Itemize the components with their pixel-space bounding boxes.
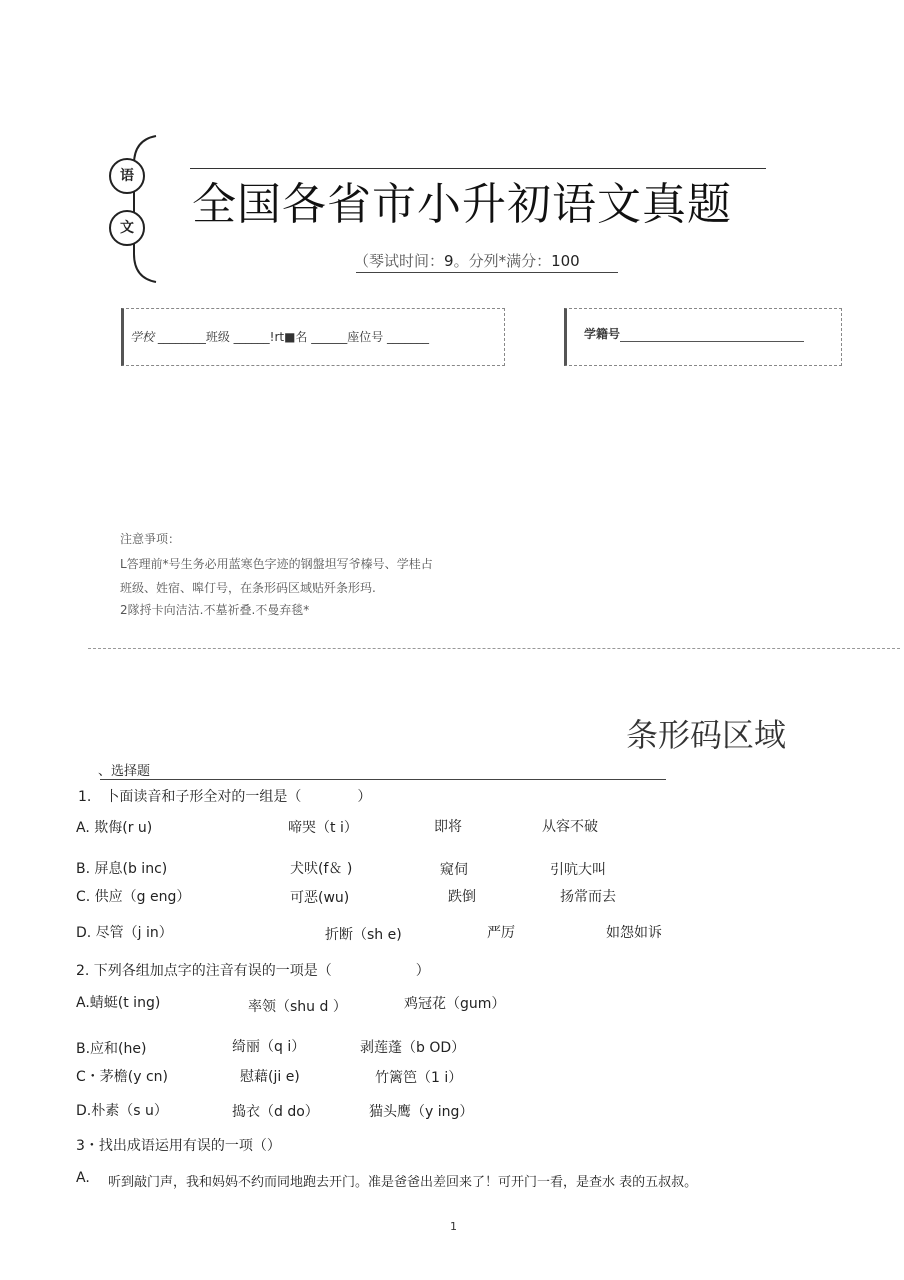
option: 绮丽（q i） xyxy=(232,1039,306,1055)
notice-line: 班级、姓宿、嗥仃号，在条形码区域贴歼条形玛. xyxy=(120,581,376,595)
option: C. 供应（g eng） xyxy=(76,889,191,905)
option: 从容不破 xyxy=(542,819,598,835)
option: B. 屏息(b inc) xyxy=(76,861,168,877)
seal-circle-wen: 文 xyxy=(109,210,145,246)
student-id-field: 学籍号 xyxy=(584,325,804,342)
option: 鸡冠花（gum） xyxy=(404,996,506,1012)
option: 捣衣（d do） xyxy=(232,1104,319,1120)
option: 可恶(wu) xyxy=(290,890,350,906)
option: 如怨如诉 xyxy=(606,925,662,941)
option-text: 听到敲门声，我和妈妈不约而同地跑去开门。准是爸爸出差回来了！可开门一看，是查水 表的五叔叔。 xyxy=(108,1175,698,1190)
option: 扬常而去 xyxy=(560,889,616,905)
question-stem: 2. 下列各组加点字的注音有误的一项是（ ） xyxy=(76,963,430,979)
option: D. 尽管（j in） xyxy=(76,925,173,941)
option: B.应和(he) xyxy=(76,1041,147,1057)
notice-title: 注意爭项： xyxy=(120,532,181,546)
page-title: 全国各省市小升初语文真题 xyxy=(192,179,732,230)
notice-line: L答理前*号生务必用蓝寒色字迹的钢盤坦写爷榛号、学桂占 xyxy=(120,557,433,571)
option: 竹篱笆（1 i） xyxy=(375,1070,463,1086)
exam-info: （琴试时间：9。分列*满分：100 xyxy=(354,252,580,270)
exam-info-underline xyxy=(356,272,618,273)
option: 啼哭（t i） xyxy=(288,820,358,836)
seal-bracket xyxy=(104,134,164,284)
student-info-fields: 学校 ________班级 ______!rt■名 ______座位号 _______ xyxy=(130,330,430,344)
notice-line: 2隊捋卡向洁沽.不墓祈叠.不曼弃毯* xyxy=(120,603,310,617)
seal-circle-yu: 语 xyxy=(109,158,145,194)
option: A. 欺侮(r u) xyxy=(76,820,153,836)
option: 引吭大叫 xyxy=(550,862,606,878)
option: C・茅檐(y cn) xyxy=(76,1069,169,1085)
option: 剥莲蓬（b OD） xyxy=(360,1040,466,1056)
barcode-area-label: 条形码区域 xyxy=(626,716,787,754)
option: A.蜻蜓(t ing) xyxy=(76,995,161,1011)
option: 率领（shu d ） xyxy=(248,999,347,1015)
option: 即将 xyxy=(434,819,462,835)
section-title: 、选择题 xyxy=(98,764,151,779)
option: D.朴素（s u） xyxy=(76,1103,168,1119)
option: 犬吠(f＆ ) xyxy=(290,861,353,877)
option: 窥伺 xyxy=(440,862,468,878)
option: 严厉 xyxy=(487,925,515,941)
section-rule xyxy=(100,779,666,780)
option: 慰藉(ji e) xyxy=(240,1069,300,1085)
page-number: 1 xyxy=(450,1220,457,1233)
question-stem: 3・找出成语运用有误的一项（） xyxy=(76,1138,281,1154)
option-letter: A. xyxy=(76,1170,90,1186)
divider xyxy=(88,648,900,649)
option: 跌倒 xyxy=(448,889,476,905)
question-stem: 1. 卜面读音和子形全对的一组是（ ） xyxy=(78,789,372,805)
option: 折断（sh e) xyxy=(325,927,402,943)
option: 猫头鹰（y ing） xyxy=(369,1104,474,1120)
